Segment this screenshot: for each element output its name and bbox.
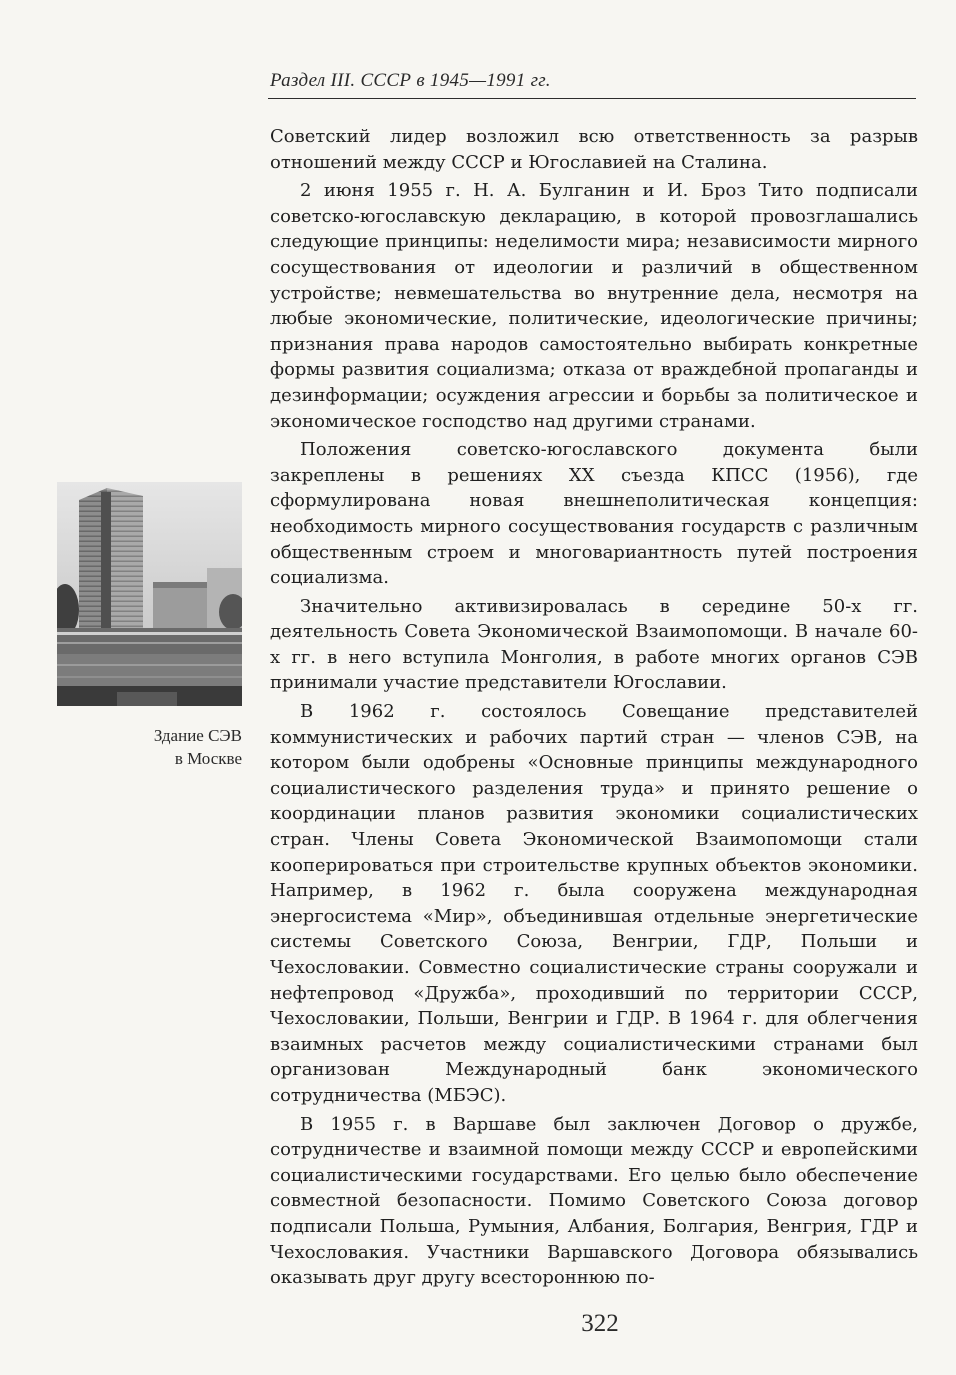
comecon-building-photo [57, 482, 242, 706]
paragraph: Значительно активизировалась в середине 50-х гг. деятельность Совета Экономической Взаимопомощи. В начале 60-х гг. в него вступила Монголия, в работе многих органов СЭВ принимали участие представители Югославии. [270, 595, 918, 694]
page-number: 322 [581, 1310, 619, 1337]
caption-line: Здание СЭВ [153, 726, 242, 745]
paragraph: 2 июня 1955 г. Н. А. Булганин и И. Броз Тито подписали советско-югославскую декларацию, в которой провозглашались следующие принципы: неделимости мира; независимости мирного сосуществования от идеологии и различий в общественном устройстве; невмешательства во внутренние дела, несмотря на любые экономические, политические, идеологические причины; признания права народов самостоятельно выбирать конкретные формы развития социализма; отказа от враждебной пропаганды и дезинформации; осуждения агрессии и борьбы за политическое и экономическое господство над другими странами. [270, 180, 918, 432]
caption-line: в Москве [174, 749, 242, 768]
running-header: Раздел III. СССР в 1945—1991 гг. [270, 70, 551, 91]
header-rule [268, 98, 916, 99]
paragraph: В 1955 г. в Варшаве был заключен Договор о дружбе, сотрудничестве и взаимной помощи между СССР и европейскими социалистическими государствами. Его целью было обеспечение совместной безопасности. Помимо Советского Союза договор подписали Польша, Румыния, Албания, Болгария, Венгрия, ГДР и Чехословакия. Участники Варшавского Договора обязывались оказывать друг другу всестороннюю по- [270, 1113, 918, 1289]
paragraph: Советский лидер возложил всю ответственность за разрыв отношений между СССР и Югославией на Сталина. [270, 126, 918, 173]
figure-caption [40, 724, 242, 770]
paragraph: Положения советско-югославского документа были закреплены в решениях XX съезда КПСС (1956), где сформулирована новая внешнеполитическая концепция: необходимость мирного сосуществования государств с различным общественным строем и многовариантность путей построения социализма. [270, 439, 918, 589]
paragraph: В 1962 г. состоялось Совещание представителей коммунистических и рабочих партий стран — членов СЭВ, на котором были одобрены «Основные принципы международного социалистического разделения труда» и принято решение о координации планов развития экономики социалистических стран. Члены Совета Экономической Взаимопомощи стали кооперироваться при строительстве крупных объектов экономики. Например, в 1962 г. была сооружена международная энергосистема «Мир», объединившая отдельные энергетические системы Советского Союза, Венгрии, ГДР, Польши и Чехословакии. Совместно социалистические страны сооружали и нефтепровод «Дружба», проходивший по территории СССР, Чехословакии, Польши, Венгрии и ГДР. В 1964 г. для облегчения взаимных расчетов между социалистическими странами был организован Международный банк экономического сотрудничества (МБЭС). [270, 701, 918, 1106]
main-text [270, 124, 918, 1294]
